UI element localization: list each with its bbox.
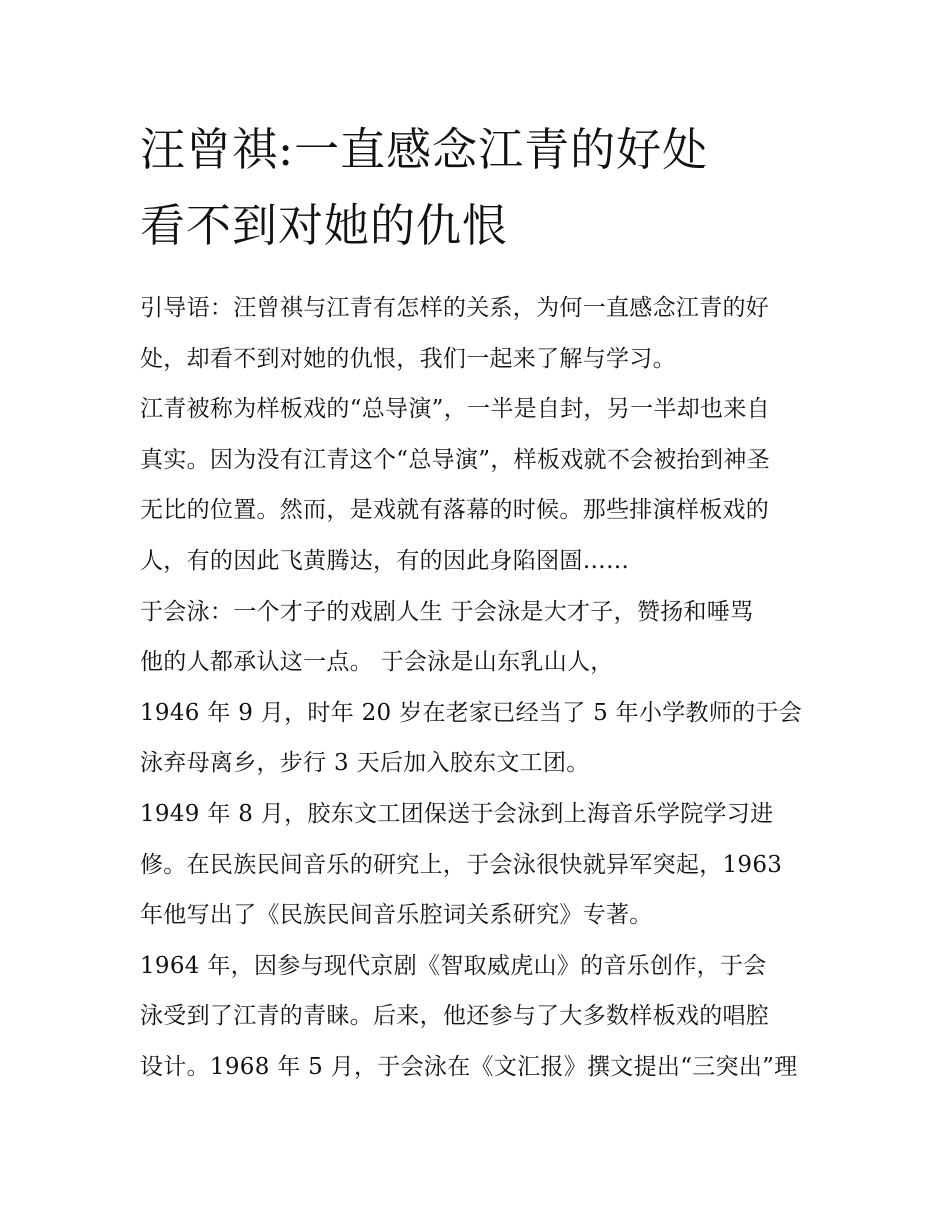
- page-title: [140, 112, 820, 264]
- body-line: 1949 年 8 月，胶东文工团保送于会泳到上海音乐学院学习进: [140, 800, 774, 827]
- body-line: 泳弃母离乡，步行 3 天后加入胶东文工团。: [140, 750, 590, 777]
- body-line: 人，有的因此飞黄腾达，有的因此身陷囹圄……: [140, 547, 630, 574]
- body-line: 他的人都承认这一点。 于会泳是山东乳山人，: [140, 649, 614, 676]
- body-line: 泳受到了江青的青睐。后来，他还参与了大多数样板戏的唱腔: [140, 1003, 770, 1030]
- body-line: 引导语：汪曾祺与江青有怎样的关系，为何一直感念江青的好: [140, 295, 770, 321]
- body-line: 无比的位置。然而，是戏就有落幕的时候。那些排演样板戏的: [140, 497, 770, 524]
- body-line: 修。在民族民间音乐的研究上，于会泳很快就异军突起，1963: [140, 851, 783, 878]
- body-line: 处，却看不到对她的仇恨，我们一起来了解与学习。: [140, 345, 676, 372]
- body-line: 1946 年 9 月，时年 20 岁在老家已经当了 5 年小学教师的于会: [140, 699, 803, 726]
- article-body: [140, 283, 820, 1093]
- title-line: 看不到对她的仇恨: [140, 199, 509, 252]
- body-line: 1964 年，因参与现代京剧《智取威虎山》的音乐创作，于会: [140, 952, 767, 979]
- body-line: 于会泳：一个才子的戏剧人生 于会泳是大才子，赞扬和唾骂: [140, 598, 754, 625]
- body-line: 真实。因为没有江青这个“总导演”，样板戏就不会被抬到神圣: [140, 446, 770, 473]
- body-line: 江青被称为样板戏的“总导演”，一半是自封，另一半却也来自: [140, 396, 770, 423]
- title-line: 汪曾祺:一直感念江青的好处: [140, 123, 709, 176]
- body-line: 设计。1968 年 5 月，于会泳在《文汇报》撰文提出“三突出”理: [140, 1053, 798, 1080]
- body-line: 年他写出了《民族民间音乐腔词关系研究》专著。: [140, 902, 653, 929]
